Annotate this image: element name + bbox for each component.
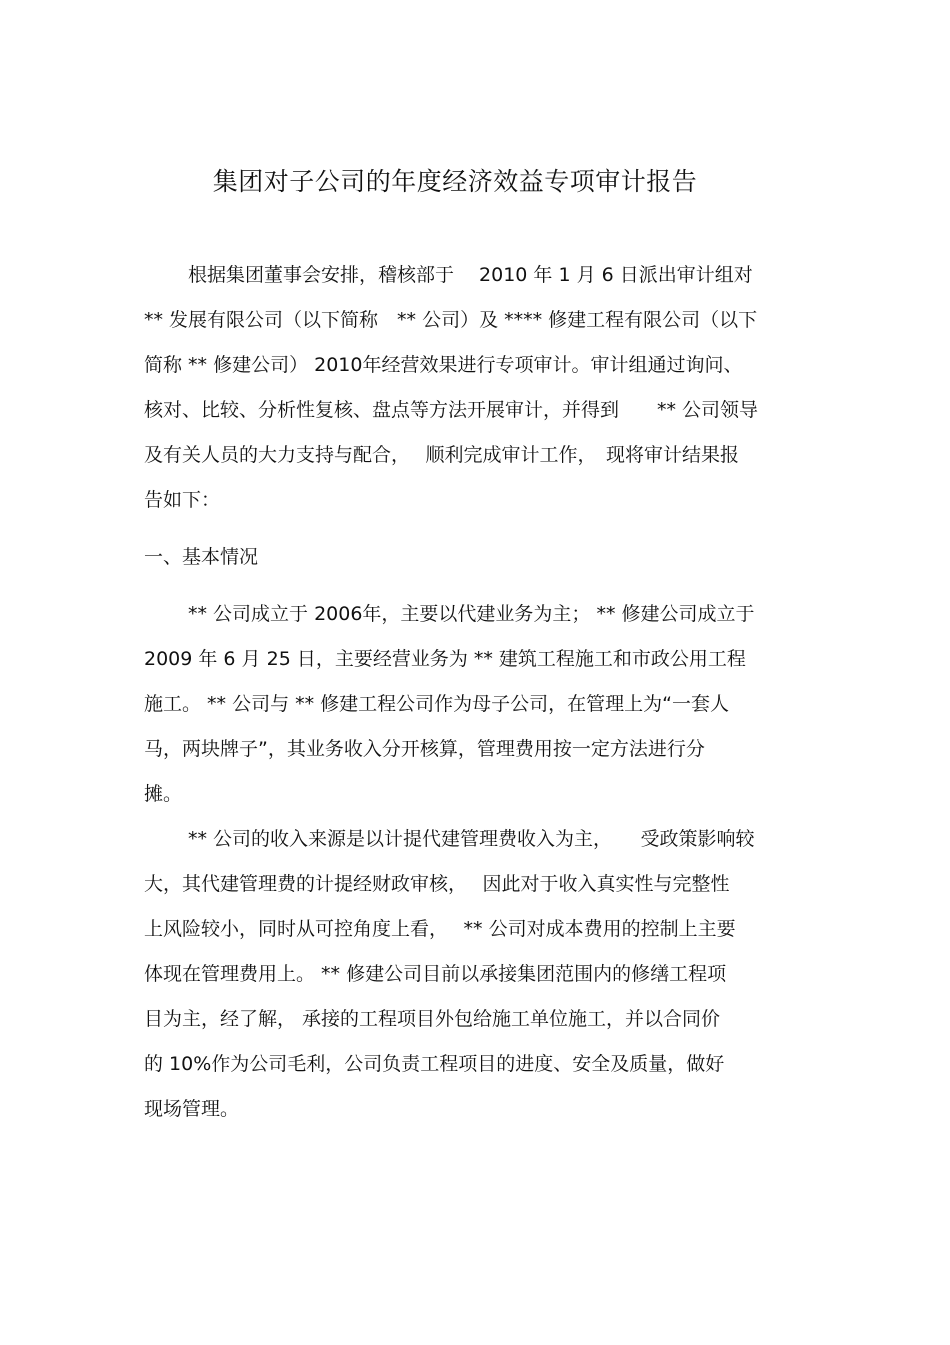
paragraph-1-line-6: 告如下：	[144, 489, 221, 511]
paragraph-1-line-5: 及有关人员的大力支持与配合， 顺利完成审计工作， 现将审计结果报	[144, 444, 740, 466]
paragraph-1-line-1: 根据集团董事会安排，稽核部于 2010 年 1 月 6 日派出审计组对	[188, 264, 753, 286]
paragraph-2-line-4: 马，两块牌子”，其业务收入分开核算，管理费用按一定方法进行分	[144, 738, 705, 760]
paragraph-3-line-5: 目为主，经了解， 承接的工程项目外包给施工单位施工，并以合同价	[144, 1008, 721, 1030]
paragraph-3-line-3: 上风险较小，同时从可控角度上看， ** 公司对成本费用的控制上主要	[144, 918, 736, 940]
document-title: 集团对子公司的年度经济效益专项审计报告	[212, 167, 698, 196]
paragraph-1-line-2: ** 发展有限公司（以下简称 ** 公司）及 **** 修建工程有限公司（以下	[144, 309, 758, 331]
paragraph-2-line-2: 2009 年 6 月 25 日，主要经营业务为 ** 建筑工程施工和市政公用工程	[144, 648, 746, 670]
paragraph-3-line-7: 现场管理。	[144, 1098, 240, 1120]
paragraph-2-line-3: 施工。 ** 公司与 ** 修建工程公司作为母子公司，在管理上为“一套人	[144, 693, 730, 715]
paragraph-2-line-5: 摊。	[144, 783, 183, 805]
paragraph-3-line-4: 体现在管理费用上。 ** 修建公司目前以承接集团范围内的修缮工程项	[144, 963, 727, 985]
paragraph-2-line-1: ** 公司成立于 2006年，主要以代建业务为主； ** 修建公司成立于	[188, 603, 755, 625]
paragraph-3-line-6: 的 10%作为公司毛利，公司负责工程项目的进度、安全及质量，做好	[144, 1053, 725, 1075]
paragraph-1-line-3: 简称 ** 修建公司） 2010年经营效果进行专项审计。审计组通过询问、	[144, 354, 743, 376]
paragraph-3-line-1: ** 公司的收入来源是以计提代建管理费收入为主， 受政策影响较	[188, 828, 755, 850]
paragraph-3-line-2: 大，其代建管理费的计提经财政审核， 因此对于收入真实性与完整性	[144, 873, 730, 895]
section-heading-basic-situation: 一、基本情况	[144, 546, 259, 568]
paragraph-1-line-4: 核对、比较、分析性复核、盘点等方法开展审计，并得到 ** 公司领导	[144, 399, 759, 421]
